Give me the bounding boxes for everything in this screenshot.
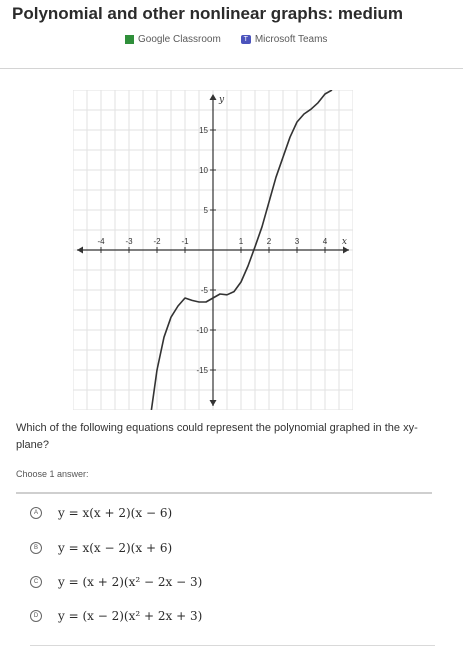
microsoft-teams-link[interactable] [241, 34, 328, 45]
answer-instruction: Choose 1 answer: [16, 469, 89, 479]
y-tick-label: -5 [200, 286, 208, 295]
microsoft-teams-icon: T [241, 35, 251, 44]
page-title: Polynomial and other nonlinear graphs: medium [12, 4, 404, 23]
answer-option-a[interactable] [30, 506, 172, 520]
y-tick-label: 15 [199, 126, 208, 135]
header-divider [0, 68, 463, 69]
question-text: Which of the following equations could represent the polynomial graphed in the xy-plane? [16, 422, 418, 451]
radio-c[interactable]: C [30, 576, 42, 588]
y-tick-label: -10 [196, 326, 208, 335]
x-axis-label: x [341, 237, 347, 247]
google-classroom-link[interactable] [125, 34, 221, 45]
radio-b[interactable]: B [30, 542, 42, 554]
google-classroom-icon [125, 35, 134, 44]
answer-option-c[interactable] [30, 575, 202, 589]
y-tick-label: 10 [199, 166, 208, 175]
equation-c: y = (x + 2)(x² − 2x − 3) [58, 575, 203, 589]
y-axis-label: y [219, 95, 225, 105]
x-tick-label: 3 [294, 237, 300, 246]
radio-a[interactable]: A [30, 507, 42, 519]
x-tick-label: -3 [125, 237, 133, 246]
x-tick-label: 2 [266, 237, 272, 246]
answer-option-b[interactable] [30, 541, 172, 555]
equation-a: y = x(x + 2)(x − 6) [58, 506, 173, 520]
share-bar [125, 34, 327, 45]
microsoft-teams-label: Microsoft Teams [254, 34, 328, 45]
y-tick-label: 5 [203, 206, 208, 215]
radio-d[interactable]: D [30, 610, 42, 622]
answer-option-d[interactable] [30, 609, 202, 623]
y-tick-label: -15 [196, 366, 208, 375]
equation-b: y = x(x − 2)(x + 6) [58, 541, 173, 555]
equation-d: y = (x − 2)(x² + 2x + 3) [58, 609, 203, 623]
x-tick-label: 4 [322, 237, 328, 246]
bottom-divider [30, 645, 435, 646]
answers-divider [16, 492, 432, 494]
x-tick-label: 1 [238, 237, 244, 246]
google-classroom-label: Google Classroom [138, 34, 221, 45]
x-tick-label: -4 [97, 237, 105, 246]
polynomial-graph [73, 90, 353, 410]
x-tick-label: -1 [181, 237, 189, 246]
x-tick-label: -2 [153, 237, 161, 246]
